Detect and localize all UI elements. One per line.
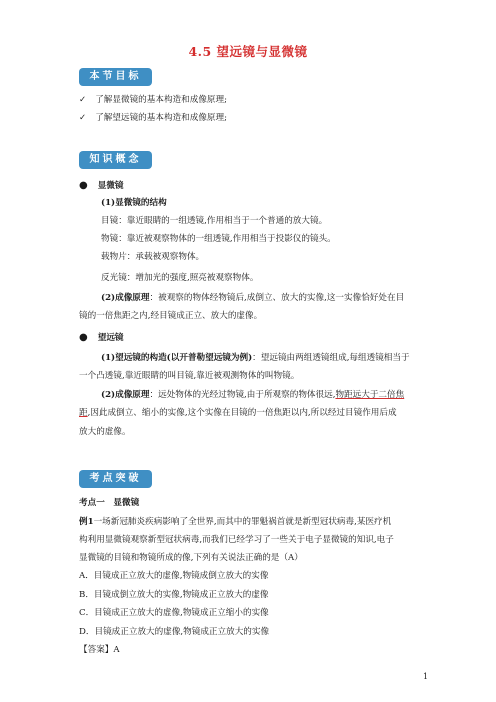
microscope-objective: 物镜：靠近被观察物体的一组透镜,作用相当于投影仪的镜头。: [101, 234, 336, 244]
telescope-principle-end: 放大的虚像。: [79, 427, 131, 437]
telescope-structure-cont: 一个凸透镜,靠近眼睛的叫目镜,靠近被观测物体的叫物镜。: [79, 371, 300, 381]
goal-item: ✓ 了解望远镜的基本构造和成像原理;: [79, 113, 228, 123]
answer: 【答案】A: [79, 645, 120, 655]
telescope-structure: (1)望远镜的构造(以开普勒望远镜为例)：望远镜由两组透镜组成,每组透镜相当于: [101, 353, 410, 363]
bullet-icon: ●: [79, 180, 88, 191]
microscope-principle-cont: 镜的一倍焦距之内,经目镜成正立、放大的虚像。: [79, 311, 263, 321]
microscope-stage: 载物片：承载被观察物体。: [101, 252, 205, 262]
check-icon: ✓: [79, 113, 87, 123]
section-header-concepts: 知识概念: [79, 151, 152, 169]
page-number: 1: [423, 672, 429, 681]
option-c: C．目镜成正立放大的虚像,物镜成正立缩小的实像: [79, 608, 269, 618]
microscope-heading: ● 显微镜: [79, 180, 124, 191]
section-header-practice: 考点突破: [79, 470, 152, 488]
telescope-principle: (2)成像原理：远处物体的光经过物镜,由于所观察的物体很远,物距远大于二倍焦: [101, 390, 405, 400]
goal-item: ✓ 了解显微镜的基本构造和成像原理;: [79, 95, 228, 105]
example-question-end: 显微镜的目镜和物镜所成的像,下列有关说法正确的是（A）: [79, 553, 303, 563]
microscope-principle: (2)成像原理：被观察的物体经物镜后,成倒立、放大的实像,这一实像恰好处在目: [101, 293, 405, 303]
example-question-cont: 构利用显微镜观察新型冠状病毒,而我们已经学习了一些关于电子显微镜的知识,电子: [79, 535, 394, 545]
option-a: A．目镜成正立放大的虚像,物镜成倒立放大的实像: [79, 571, 269, 581]
check-icon: ✓: [79, 95, 87, 105]
section-header-goals: 本节目标: [79, 68, 152, 86]
microscope-structure-title: (1)显微镜的结构: [101, 198, 167, 208]
option-b: B．目镜成倒立放大的实像,物镜成正立放大的虚像: [79, 590, 269, 600]
topic-title: 考点一 显微镜: [79, 498, 140, 508]
option-d: D．目镜成正立放大的虚像,物镜成正立放大的实像: [79, 627, 270, 637]
example-question: 例1一场新冠肺炎疾病影响了全世界,而其中的罪魁祸首就是新型冠状病毒,某医疗机: [79, 517, 392, 527]
telescope-principle-cont: 距,因此成倒立、缩小的实像,这个实像在目镜的一倍焦距以内,所以经过目镜作用后成: [79, 408, 397, 418]
bullet-icon: ●: [79, 332, 88, 343]
telescope-heading: ● 望远镜: [79, 332, 124, 343]
page-title: 4.5 望远镜与显微镜: [188, 44, 308, 59]
microscope-eyepiece: 目镜：靠近眼睛的一组透镜,作用相当于一个普通的放大镜。: [101, 216, 328, 226]
microscope-mirror: 反光镜：增加光的强度,照亮被观察物体。: [101, 273, 259, 283]
